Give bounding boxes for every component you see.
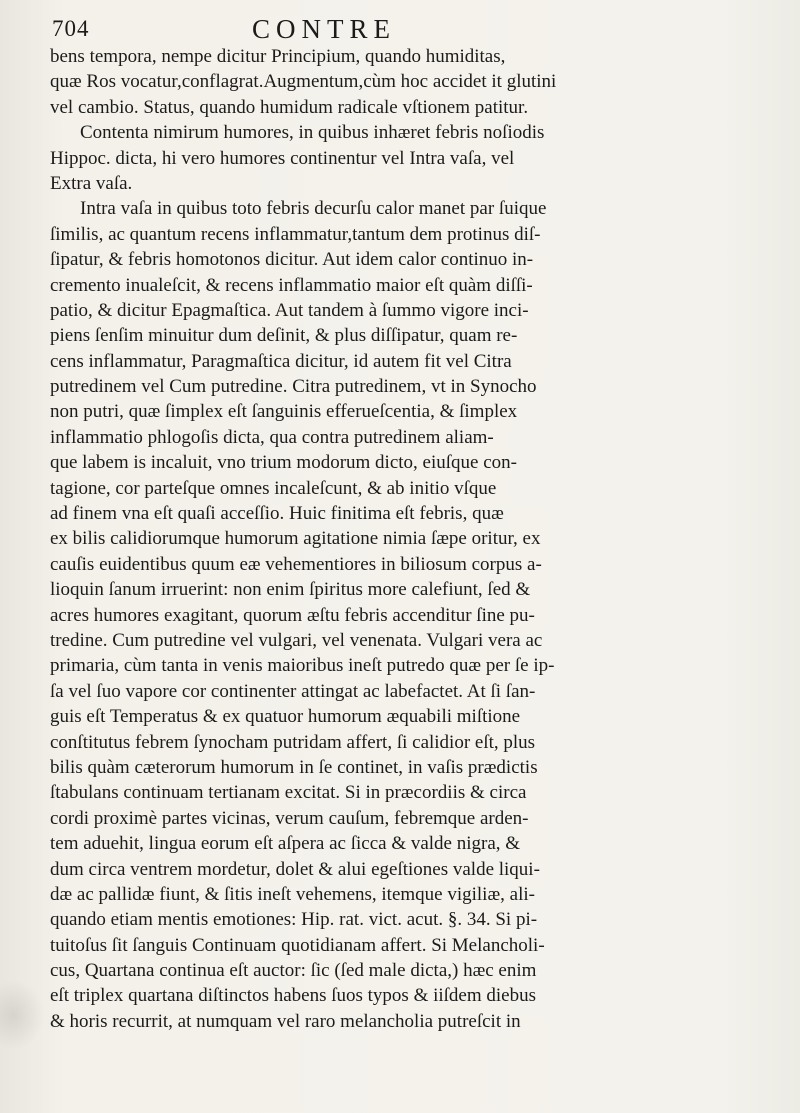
text-line: ſa vel ſuo vapore cor continenter attingat ac labefactet. At ſi ſan- (50, 680, 536, 702)
text-line: ſipatur, & febris homotonos dicitur. Aut idem calor continuo in- (50, 249, 534, 271)
body-text (50, 44, 778, 1034)
text-line: tem aduehit, lingua eorum eſt aſpera ac ſicca & valde nigra, & (50, 833, 521, 855)
text-line: cordi proximè partes vicinas, verum cauſum, febremque arden- (50, 807, 529, 829)
text-line: Hippoc. dicta, hi vero humores continentur vel Intra vaſa, vel (50, 147, 515, 169)
text-line: & horis recurrit, at numquam vel raro melancholia putreſcit in (50, 1010, 521, 1032)
text-line: cens inflammatur, Paragmaſtica dicitur, id autem fit vel Citra (50, 350, 512, 372)
text-line: ſimilis, ac quantum recens inflammatur,tantum dem protinus diſ- (50, 223, 541, 245)
text-line: tredine. Cum putredine vel vulgari, vel venenata. Vulgari vera ac (50, 629, 543, 651)
text-line: primaria, cùm tanta in venis maioribus ineſt putredo quæ per ſe ip- (50, 655, 555, 677)
text-line: que labem is incaluit, vno trium modorum dicto, eiuſque con- (50, 452, 517, 474)
text-line: cremento inualeſcit, & recens inflammatio maior eſt quàm diſſi- (50, 274, 533, 296)
text-line: ad finem vna eſt quaſi acceſſio. Huic finitima eſt febris, quæ (50, 503, 504, 525)
text-line: tagione, cor parteſque omnes incaleſcunt, & ab initio vſque (50, 477, 497, 499)
text-line: non putri, quæ ſimplex eſt ſanguinis efferueſcentia, & ſimplex (50, 401, 518, 423)
running-head: CONTRE (252, 14, 396, 44)
text-line: lioquin ſanum irruerint: non enim ſpiritus more calefiunt, ſed & (50, 579, 531, 601)
paper-stain (0, 980, 45, 1050)
text-line: ſtabulans continuam tertianam excitat. Si in præcordiis & circa (50, 782, 527, 804)
text-line: Intra vaſa in quibus toto febris decurſu calor manet par ſuique (80, 198, 547, 220)
text-line: bens tempora, nempe dicitur Principium, quando humiditas, (50, 46, 506, 67)
text-line: Extra vaſa. (50, 172, 133, 194)
text-line: bilis quàm cæterorum humorum in ſe continet, in vaſis prædictis (50, 756, 538, 778)
text-line: eſt triplex quartana diſtinctos habens ſuos typos & iiſdem diebus (50, 985, 537, 1007)
text-line: dæ ac pallidæ fiunt, & ſitis ineſt vehemens, itemque vigiliæ, ali- (50, 883, 535, 905)
text-line: inflammatio phlogoſis dicta, qua contra putredinem aliam- (50, 426, 494, 448)
text-line: Contenta nimirum humores, in quibus inhæret febris noſiodis (80, 122, 545, 144)
text-line: conſtitutus febrem ſynocham putridam affert, ſi calidior eſt, plus (50, 731, 536, 753)
text-line: cauſis euidentibus quum eæ vehementiores in biliosum corpus a- (50, 553, 542, 575)
page-header (52, 12, 772, 44)
text-line: acres humores exagitant, quorum æſtu febris accenditur ſine pu- (50, 604, 535, 626)
text-line: quæ Ros vocatur,conflagrat.Augmentum,cùm hoc accidet it glutini (50, 71, 557, 93)
text-line: putredinem vel Cum putredine. Citra putredinem, vt in Synocho (50, 376, 537, 398)
page-number: 704 (52, 16, 90, 41)
text-line: piens ſenſim minuitur dum deſinit, & plus diſſipatur, quam re- (50, 325, 518, 347)
text-line: cus, Quartana continua eſt auctor: ſic (ſed male dicta,) hæc enim (50, 960, 537, 982)
text-line: tuitoſus ſit ſanguis Continuam quotidianam affert. Si Melancholi- (50, 934, 545, 956)
text-line: dum circa ventrem mordetur, dolet & alui egeſtiones valde liqui- (50, 858, 540, 880)
text-line: quando etiam mentis emotiones: Hip. rat. vict. acut. §. 34. Si pi- (50, 909, 538, 931)
text-line: ex bilis calidiorumque humorum agitatione nimia ſæpe oritur, ex (50, 528, 541, 550)
text-line: vel cambio. Status, quando humidum radicale vſtionem patitur. (50, 96, 529, 118)
text-line: guis eſt Temperatus & ex quatuor humorum æquabili miſtione (50, 706, 521, 728)
text-line: patio, & dicitur Epagmaſtica. Aut tandem à ſummo vigore inci- (50, 299, 529, 321)
